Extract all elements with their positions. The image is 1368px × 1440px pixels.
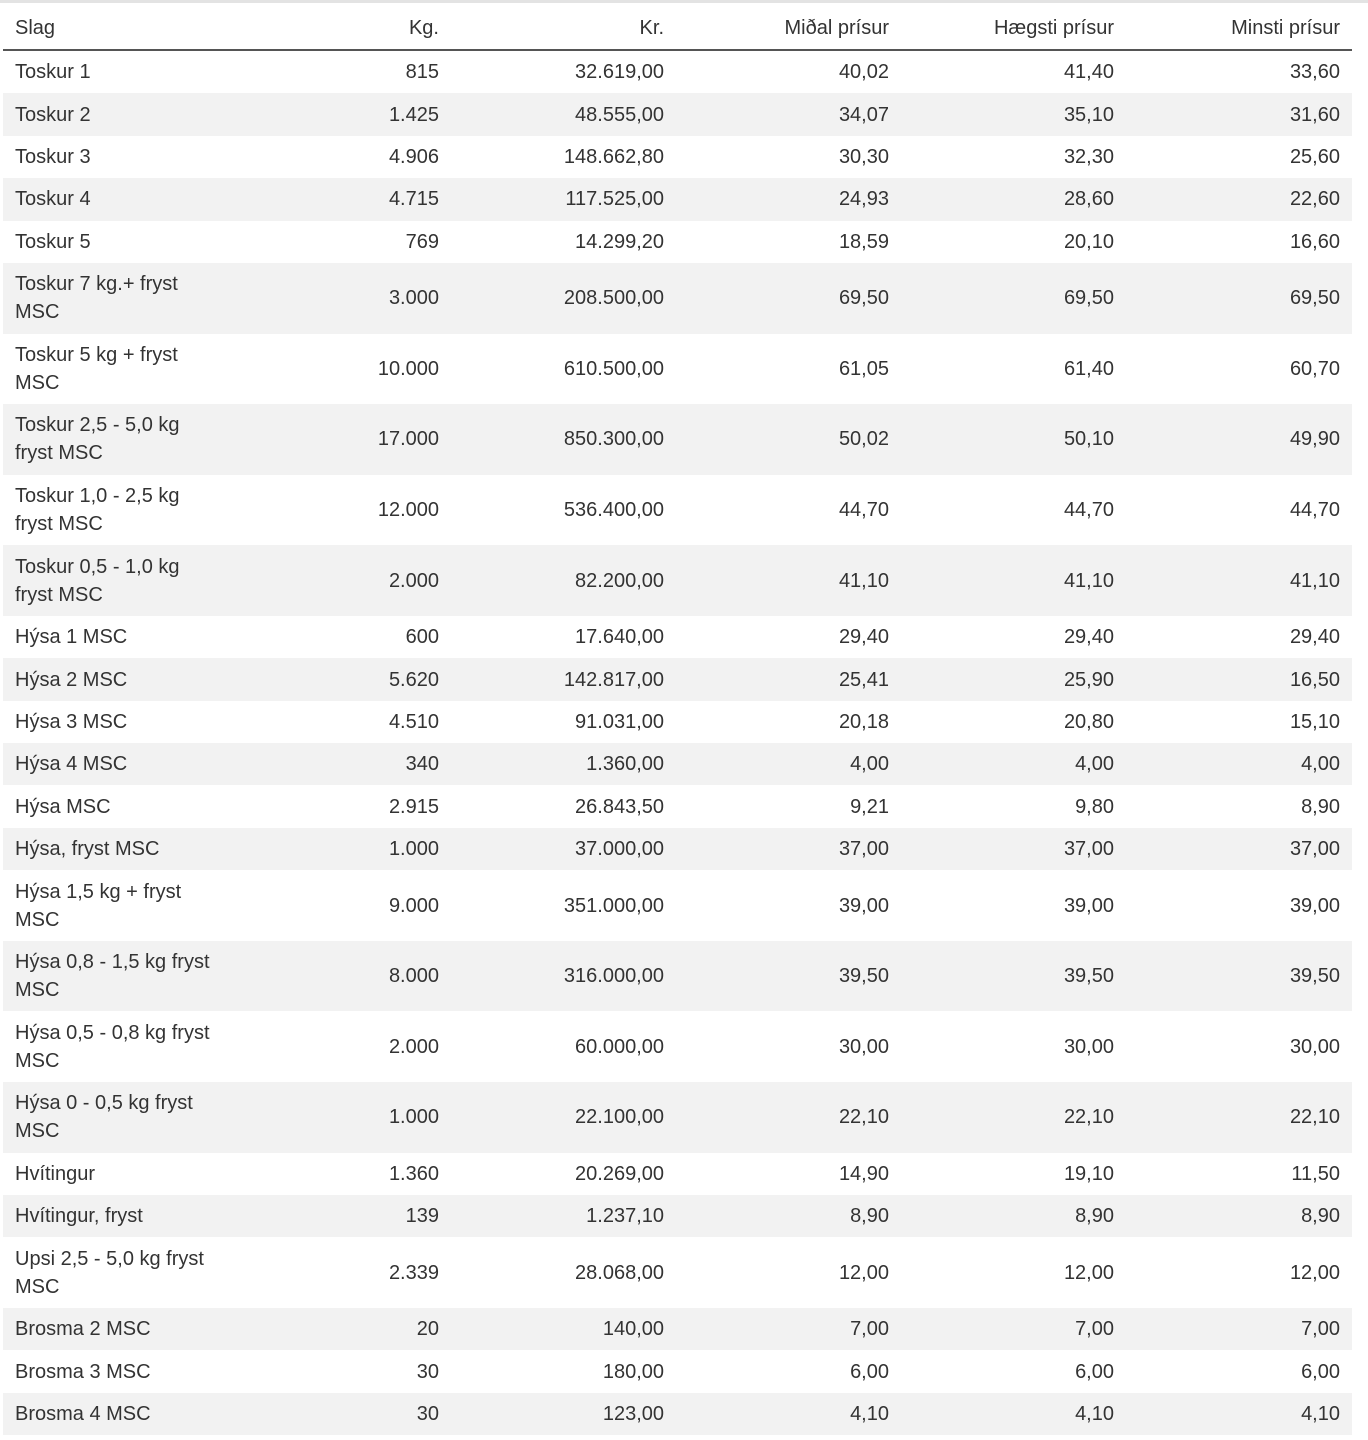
cell-slag: Toskur 0,5 - 1,0 kg fryst MSC [3, 545, 226, 616]
cell-slag: Brosma 3 MSC [15, 1360, 151, 1383]
cell-lowest-price: 60,70 [1289, 357, 1340, 380]
table-row [3, 1393, 1352, 1435]
cell-kg: 5.620 [226, 658, 451, 700]
cell-highest-price: 20,10 [1063, 230, 1114, 253]
cell-slag: Toskur 4 [3, 178, 226, 220]
cell-average-price: 20,18 [838, 710, 889, 733]
cell-average-price: 24,93 [676, 178, 901, 220]
table-row [3, 545, 1352, 616]
top-divider [0, 0, 1368, 3]
cell-lowest-price: 22,10 [1126, 1082, 1352, 1153]
cell-lowest-price: 8,90 [1301, 795, 1340, 818]
cell-highest-price: 44,70 [1063, 499, 1114, 522]
cell-highest-price: 6,00 [1075, 1360, 1114, 1383]
cell-kg: 3.000 [226, 263, 451, 334]
cell-slag: Toskur 3 [15, 145, 91, 168]
cell-lowest-price: 4,10 [1126, 1393, 1352, 1435]
cell-average-price: 44,70 [838, 499, 889, 522]
table-row [3, 1308, 1352, 1350]
cell-average-price: 61,05 [838, 357, 889, 380]
cell-lowest-price: 39,50 [1126, 941, 1352, 1012]
cell-slag: Hýsa 1,5 kg + fryst MSC [15, 880, 182, 931]
table-row [3, 50, 1352, 93]
cell-kg: 600 [405, 626, 439, 649]
cell-kr: 32.619,00 [575, 61, 664, 84]
cell-slag: Hýsa 0,5 - 0,8 kg fryst MSC [15, 1021, 210, 1072]
cell-average-price: 22,10 [676, 1082, 901, 1153]
table-row [3, 1237, 1352, 1308]
cell-average-price: 37,00 [676, 828, 901, 870]
cell-lowest-price: 33,60 [1289, 61, 1340, 84]
cell-highest-price: 22,10 [901, 1082, 1126, 1153]
table-row [3, 785, 1352, 827]
cell-kr: 14.299,20 [575, 230, 664, 253]
cell-slag: Toskur 2,5 - 5,0 kg fryst MSC [3, 404, 226, 475]
cell-kr: 117.525,00 [451, 178, 676, 220]
cell-kr: 48.555,00 [451, 93, 676, 135]
cell-highest-price: 9,80 [1075, 795, 1114, 818]
cell-slag: Toskur 5 kg + fryst MSC [15, 343, 178, 394]
column-header-lowest-price: Minsti prísur [1126, 7, 1352, 50]
cell-kr: 850.300,00 [451, 404, 676, 475]
table-row [3, 870, 1352, 941]
table-row [3, 1195, 1352, 1237]
cell-kg: 1.000 [226, 1082, 451, 1153]
cell-kr: 37.000,00 [451, 828, 676, 870]
cell-kr: 180,00 [602, 1360, 664, 1383]
table-row [3, 743, 1352, 785]
cell-kr: 22.100,00 [451, 1082, 676, 1153]
cell-lowest-price: 15,10 [1289, 710, 1340, 733]
column-header-highest-price: Hægsti prísur [901, 7, 1126, 50]
column-header-kg: Kg. [226, 7, 451, 50]
cell-highest-price: 39,50 [901, 941, 1126, 1012]
cell-slag: Brosma 4 MSC [3, 1393, 226, 1435]
cell-slag: Hýsa 0 - 0,5 kg fryst MSC [3, 1082, 226, 1153]
cell-lowest-price: 49,90 [1126, 404, 1352, 475]
cell-lowest-price: 25,60 [1289, 145, 1340, 168]
cell-highest-price: 50,10 [901, 404, 1126, 475]
cell-highest-price: 69,50 [901, 263, 1126, 334]
cell-kr: 60.000,00 [575, 1035, 664, 1058]
cell-slag: Brosma 2 MSC [3, 1308, 226, 1350]
cell-highest-price: 29,40 [1063, 626, 1114, 649]
cell-slag: Hýsa 0,8 - 1,5 kg fryst MSC [3, 941, 226, 1012]
cell-highest-price: 41,40 [1063, 61, 1114, 84]
cell-average-price: 8,90 [676, 1195, 901, 1237]
table-row [3, 136, 1352, 178]
cell-highest-price: 30,00 [1063, 1035, 1114, 1058]
table-row [3, 334, 1352, 405]
cell-kg: 4.906 [388, 145, 439, 168]
cell-lowest-price: 12,00 [1289, 1261, 1340, 1284]
cell-highest-price: 28,60 [901, 178, 1126, 220]
cell-average-price: 14,90 [838, 1162, 889, 1185]
cell-lowest-price: 41,10 [1126, 545, 1352, 616]
table-row [3, 475, 1352, 546]
cell-kg: 2.000 [388, 1035, 439, 1058]
cell-average-price: 29,40 [838, 626, 889, 649]
cell-slag: Hýsa 4 MSC [3, 743, 226, 785]
cell-highest-price: 37,00 [901, 828, 1126, 870]
cell-slag: Hýsa 1 MSC [15, 626, 128, 649]
cell-kr: 28.068,00 [575, 1261, 664, 1284]
cell-kr: 123,00 [451, 1393, 676, 1435]
table-row [3, 1082, 1352, 1153]
cell-kg: 1.360 [388, 1162, 439, 1185]
cell-kr: 91.031,00 [575, 710, 664, 733]
table-row [3, 658, 1352, 700]
cell-kg: 2.915 [388, 795, 439, 818]
header-row [3, 7, 1352, 50]
cell-lowest-price: 16,50 [1126, 658, 1352, 700]
cell-highest-price: 4,10 [901, 1393, 1126, 1435]
cell-highest-price: 19,10 [1063, 1162, 1114, 1185]
table-row [3, 1153, 1352, 1195]
cell-slag: Toskur 1 [15, 61, 91, 84]
table-row [3, 263, 1352, 334]
cell-kr: 1.360,00 [451, 743, 676, 785]
cell-slag: Hvítingur, fryst [3, 1195, 226, 1237]
cell-slag: Hýsa 2 MSC [3, 658, 226, 700]
cell-kg: 9.000 [388, 894, 439, 917]
cell-highest-price: 12,00 [1063, 1261, 1114, 1284]
table-header [3, 7, 1352, 50]
cell-average-price: 69,50 [676, 263, 901, 334]
cell-highest-price: 8,90 [901, 1195, 1126, 1237]
cell-kr: 1.237,10 [451, 1195, 676, 1237]
cell-highest-price: 20,80 [1063, 710, 1114, 733]
cell-lowest-price: 16,60 [1289, 230, 1340, 253]
cell-average-price: 50,02 [676, 404, 901, 475]
cell-kg: 2.000 [226, 545, 451, 616]
cell-slag: Toskur 1,0 - 2,5 kg fryst MSC [15, 485, 180, 536]
cell-highest-price: 7,00 [901, 1308, 1126, 1350]
cell-kg: 12.000 [377, 499, 439, 522]
cell-average-price: 18,59 [838, 230, 889, 253]
cell-average-price: 4,00 [676, 743, 901, 785]
cell-kr: 536.400,00 [563, 499, 664, 522]
table-row [3, 404, 1352, 475]
cell-kr: 20.269,00 [575, 1162, 664, 1185]
cell-slag: Toskur 5 [15, 230, 91, 253]
cell-kr: 17.640,00 [575, 626, 664, 649]
cell-average-price: 12,00 [838, 1261, 889, 1284]
cell-kg: 2.339 [388, 1261, 439, 1284]
cell-kr: 316.000,00 [451, 941, 676, 1012]
cell-highest-price: 35,10 [901, 93, 1126, 135]
cell-lowest-price: 7,00 [1126, 1308, 1352, 1350]
cell-slag: Toskur 2 [3, 93, 226, 135]
cell-kr: 26.843,50 [575, 795, 664, 818]
cell-lowest-price: 8,90 [1126, 1195, 1352, 1237]
cell-slag: Toskur 7 kg.+ fryst MSC [3, 263, 226, 334]
table-row [3, 1011, 1352, 1082]
cell-highest-price: 32,30 [1063, 145, 1114, 168]
cell-lowest-price: 4,00 [1126, 743, 1352, 785]
cell-average-price: 30,00 [838, 1035, 889, 1058]
cell-lowest-price: 31,60 [1126, 93, 1352, 135]
cell-highest-price: 25,90 [901, 658, 1126, 700]
table-row [3, 178, 1352, 220]
cell-average-price: 41,10 [676, 545, 901, 616]
table-row [3, 616, 1352, 658]
cell-lowest-price: 6,00 [1301, 1360, 1340, 1383]
cell-lowest-price: 69,50 [1126, 263, 1352, 334]
cell-kr: 610.500,00 [563, 357, 664, 380]
cell-kr: 208.500,00 [451, 263, 676, 334]
cell-average-price: 6,00 [850, 1360, 889, 1383]
column-header-average-price: Miðal prísur [676, 7, 901, 50]
cell-average-price: 39,50 [676, 941, 901, 1012]
table-row [3, 941, 1352, 1012]
table-row [3, 1350, 1352, 1392]
cell-kg: 815 [405, 61, 439, 84]
cell-kg: 769 [405, 230, 439, 253]
cell-average-price: 40,02 [838, 61, 889, 84]
cell-lowest-price: 44,70 [1289, 499, 1340, 522]
cell-kg: 10.000 [377, 357, 439, 380]
table-row [3, 93, 1352, 135]
cell-slag: Hýsa, fryst MSC [3, 828, 226, 870]
cell-kr: 142.817,00 [451, 658, 676, 700]
cell-kg: 30 [226, 1393, 451, 1435]
cell-kr: 140,00 [451, 1308, 676, 1350]
cell-kr: 351.000,00 [563, 894, 664, 917]
cell-kg: 20 [226, 1308, 451, 1350]
cell-lowest-price: 11,50 [1291, 1162, 1340, 1185]
table-row [3, 221, 1352, 263]
cell-highest-price: 39,00 [1063, 894, 1114, 917]
cell-kg: 4.715 [226, 178, 451, 220]
cell-average-price: 39,00 [838, 894, 889, 917]
cell-highest-price: 61,40 [1063, 357, 1114, 380]
cell-lowest-price: 37,00 [1126, 828, 1352, 870]
table-row [3, 701, 1352, 743]
cell-kg: 1.000 [226, 828, 451, 870]
cell-kg: 4.510 [388, 710, 439, 733]
table-body [3, 50, 1352, 1435]
cell-kg: 8.000 [226, 941, 451, 1012]
cell-kg: 340 [226, 743, 451, 785]
cell-slag: Hýsa 3 MSC [15, 710, 128, 733]
cell-average-price: 30,30 [838, 145, 889, 168]
cell-highest-price: 41,10 [901, 545, 1126, 616]
cell-kg: 1.425 [226, 93, 451, 135]
cell-kr: 82.200,00 [451, 545, 676, 616]
cell-slag: Hvítingur [15, 1162, 96, 1185]
cell-lowest-price: 22,60 [1126, 178, 1352, 220]
cell-average-price: 9,21 [850, 795, 889, 818]
column-header-kr: Kr. [451, 7, 676, 50]
column-header-slag: Slag [3, 7, 226, 50]
cell-lowest-price: 30,00 [1289, 1035, 1340, 1058]
price-table [3, 7, 1352, 1435]
cell-average-price: 25,41 [676, 658, 901, 700]
cell-lowest-price: 29,40 [1289, 626, 1340, 649]
cell-average-price: 7,00 [676, 1308, 901, 1350]
cell-slag: Upsi 2,5 - 5,0 kg fryst MSC [15, 1247, 204, 1298]
cell-kg: 30 [416, 1360, 439, 1383]
cell-kr: 148.662,80 [563, 145, 664, 168]
cell-lowest-price: 39,00 [1289, 894, 1340, 917]
cell-slag: Hýsa MSC [15, 795, 111, 818]
cell-highest-price: 4,00 [901, 743, 1126, 785]
table-row [3, 828, 1352, 870]
cell-average-price: 4,10 [676, 1393, 901, 1435]
cell-kg: 139 [226, 1195, 451, 1237]
cell-kg: 17.000 [226, 404, 451, 475]
cell-average-price: 34,07 [676, 93, 901, 135]
